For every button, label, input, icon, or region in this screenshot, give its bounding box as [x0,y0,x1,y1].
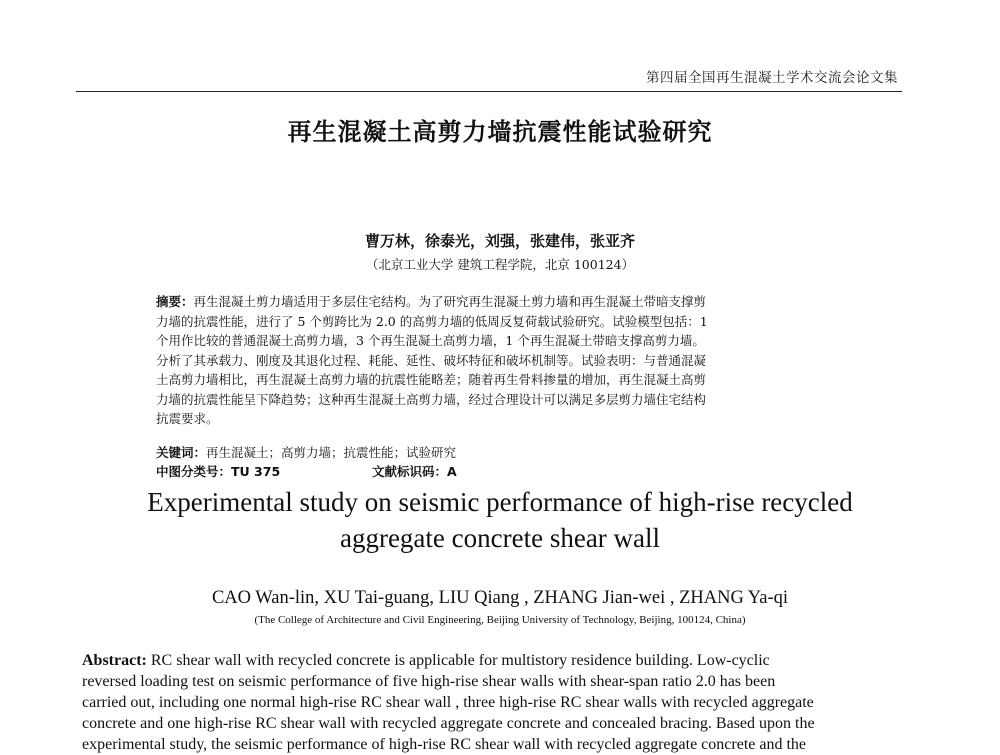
chinese-abstract-line: 力墙的抗震性能，进行了 5 个剪跨比为 2.0 的高剪力墙的低周反复荷载试验研究。试验模型包括：1 [156,313,708,329]
chinese-abstract-line: 抗震要求。 [156,411,219,426]
english-abstract-line: reversed loading test on seismic performance of five high-rise shear walls with shear-span ratio 2.0 has been [82,673,776,690]
english-abstract-line: carried out, including one normal high-rise RC shear wall , three high-rise RC shear walls with recycled aggregate [82,694,814,711]
english-title-line: aggregate concrete shear wall [339,523,661,553]
classification-value: TU 375 [231,464,281,479]
chinese-abstract-line: 摘要：再生混凝土剪力墙适用于多层住宅结构。为了研究再生混凝土剪力墙和再生混凝土带暗支撑剪 [156,294,707,309]
chinese-authors: 曹万林，徐泰光，刘强，张建伟，张亚齐 [364,232,635,250]
chinese-abstract-line: 个用作比较的普通混凝土高剪力墙，3 个再生混凝土高剪力墙，1 个再生混凝土带暗支撑高剪力墙。 [156,333,705,348]
chinese-abstract-line: 力墙的抗震性能呈下降趋势；这种再生混凝土高剪力墙，经过合理设计可以满足多层剪力墙住宅结构 [156,391,707,407]
running-header: 第四届全国再生混凝土学术交流会论文集 [646,70,898,86]
chinese-title: 再生混凝土高剪力墙抗震性能试验研究 [287,118,713,146]
english-title-line: Experimental study on seismic performance of high-rise recycled [147,487,853,517]
document-code [372,462,457,480]
document-code-label: 文献标识码： [372,464,448,479]
english-authors: CAO Wan-lin, XU Tai-guang, LIU Qiang , ZHANG Jian-wei , ZHANG Ya-qi [211,588,789,608]
header-rule [76,91,902,92]
english-abstract-line: experimental study, the seismic performance of high-rise RC shear wall with recycled aggregate concrete and the [82,736,807,753]
english-affiliation: (The College of Architecture and Civil Engineering, Beijing University of Technology, Beijing, 100124, China) [254,614,746,626]
keywords-label: 关键词： [156,445,207,460]
classification-row [156,462,656,480]
keywords-text: 再生混凝土；高剪力墙；抗震性能；试验研究 [206,445,457,460]
english-abstract-label: Abstract: [82,652,147,669]
english-abstract-line: Abstract: RC shear wall with recycled concrete is applicable for multistory residence building. Low-cyclic [82,652,770,669]
chinese-abstract-line: 分析了其承载力、刚度及其退化过程、耗能、延性、破坏特征和破坏机制等。试验表明：与普通混凝 [156,352,707,368]
classification-label: 中图分类号： [156,464,232,479]
chinese-abstract [156,292,836,429]
english-title [0,484,1000,556]
chinese-keywords [156,443,456,461]
chinese-abstract-label: 摘要： [156,294,194,309]
document-code-value: A [447,464,457,479]
chinese-affiliation: （北京工业大学 建筑工程学院，北京 100124） [365,257,635,272]
english-abstract [82,650,902,755]
english-abstract-line: concrete and one high-rise RC shear wall with recycled aggregate concrete and concealed bracing. Based upon the [82,715,815,732]
chinese-abstract-line: 土高剪力墙相比，再生混凝土高剪力墙的抗震性能略差；随着再生骨料掺量的增加，再生混凝土高剪 [156,372,707,387]
